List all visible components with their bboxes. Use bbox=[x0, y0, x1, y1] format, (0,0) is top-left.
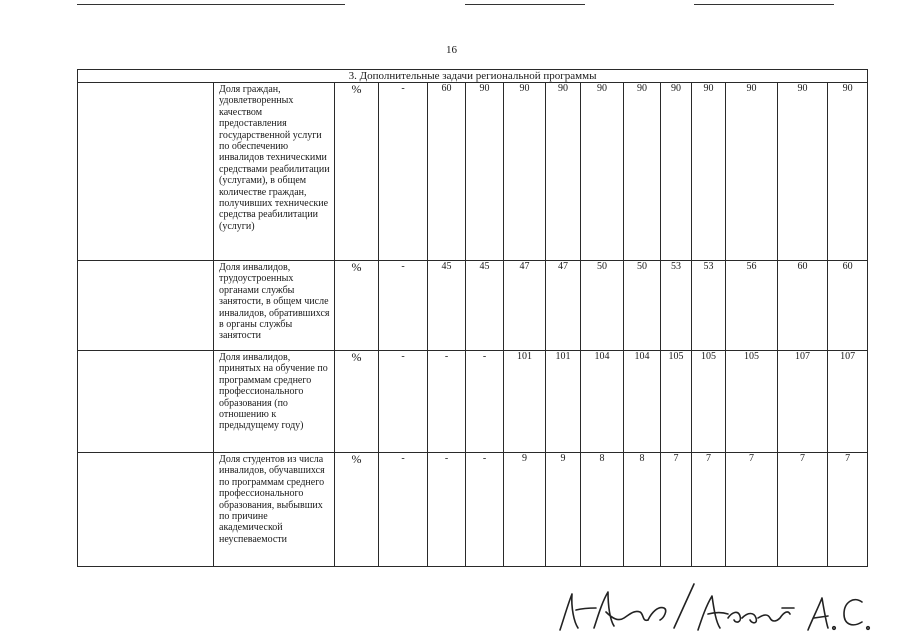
value-cell: 60 bbox=[828, 261, 868, 351]
value-cell: 53 bbox=[661, 261, 692, 351]
unit-cell: % bbox=[335, 83, 379, 261]
indicator-name: Доля инвалидов, принятых на обучение по программам среднего профессионального образования (по отношению к предыдущему году) bbox=[214, 351, 335, 453]
row-empty-cell bbox=[78, 453, 214, 567]
value-cell: 90 bbox=[692, 83, 726, 261]
row-empty-cell bbox=[78, 261, 214, 351]
value-cell: 7 bbox=[661, 453, 692, 567]
value-cell: 101 bbox=[504, 351, 546, 453]
value-cell: 90 bbox=[546, 83, 581, 261]
value-cell: 60 bbox=[778, 261, 828, 351]
value-cell: 60 bbox=[428, 83, 466, 261]
value-cell: 7 bbox=[692, 453, 726, 567]
indicator-name: Доля граждан, удовлетворенных качеством предоставления государственной услуги по обеспечению инвалидов техническими средствами реабилитации (услугами), в общем количестве граждан, получивших технические средства реабилитации (услуги) bbox=[214, 83, 335, 261]
table-row bbox=[78, 83, 868, 261]
value-cell: 90 bbox=[828, 83, 868, 261]
value-cell: 7 bbox=[828, 453, 868, 567]
value-cell: 9 bbox=[504, 453, 546, 567]
value-cell: 105 bbox=[692, 351, 726, 453]
row-empty-cell bbox=[78, 83, 214, 261]
section-header-row bbox=[78, 70, 868, 83]
value-cell: 9 bbox=[546, 453, 581, 567]
value-cell: 90 bbox=[661, 83, 692, 261]
value-cell: 101 bbox=[546, 351, 581, 453]
row-empty-cell bbox=[78, 351, 214, 453]
value-cell: 45 bbox=[428, 261, 466, 351]
value-cell: 50 bbox=[581, 261, 624, 351]
table-row bbox=[78, 351, 868, 453]
value-cell: 47 bbox=[546, 261, 581, 351]
value-cell: 8 bbox=[581, 453, 624, 567]
handwritten-signature bbox=[556, 578, 876, 634]
value-cell: - bbox=[379, 351, 428, 453]
table-row bbox=[78, 261, 868, 351]
value-cell: 105 bbox=[661, 351, 692, 453]
value-cell: 50 bbox=[624, 261, 661, 351]
value-cell: 7 bbox=[778, 453, 828, 567]
unit-cell: % bbox=[335, 261, 379, 351]
header-line-left bbox=[77, 4, 345, 5]
indicator-name: Доля студентов из числа инвалидов, обучавшихся по программам среднего профессионального образования, выбывших по причине академической неуспеваемости bbox=[214, 453, 335, 567]
header-line-middle bbox=[465, 4, 585, 5]
value-cell: 56 bbox=[726, 261, 778, 351]
value-cell: - bbox=[428, 453, 466, 567]
value-cell: 105 bbox=[726, 351, 778, 453]
value-cell: 7 bbox=[726, 453, 778, 567]
value-cell: - bbox=[428, 351, 466, 453]
value-cell: 90 bbox=[504, 83, 546, 261]
indicator-name: Доля инвалидов, трудоустроенных органами службы занятости, в общем числе инвалидов, обратившихся в органы службы занятости bbox=[214, 261, 335, 351]
value-cell: 47 bbox=[504, 261, 546, 351]
value-cell: - bbox=[379, 83, 428, 261]
value-cell: 8 bbox=[624, 453, 661, 567]
value-cell: 90 bbox=[726, 83, 778, 261]
value-cell: 45 bbox=[466, 261, 504, 351]
value-cell: 53 bbox=[692, 261, 726, 351]
value-cell: 104 bbox=[581, 351, 624, 453]
value-cell: 90 bbox=[466, 83, 504, 261]
header-line-right bbox=[694, 4, 834, 5]
value-cell: - bbox=[379, 261, 428, 351]
unit-cell: % bbox=[335, 351, 379, 453]
value-cell: 107 bbox=[828, 351, 868, 453]
section-title: 3. Дополнительные задачи региональной программы bbox=[78, 70, 868, 83]
table-row bbox=[78, 453, 868, 567]
page-number: 16 bbox=[446, 44, 457, 56]
value-cell: 90 bbox=[581, 83, 624, 261]
value-cell: - bbox=[466, 351, 504, 453]
value-cell: 104 bbox=[624, 351, 661, 453]
value-cell: 107 bbox=[778, 351, 828, 453]
unit-cell: % bbox=[335, 453, 379, 567]
value-cell: 90 bbox=[778, 83, 828, 261]
value-cell: 90 bbox=[624, 83, 661, 261]
value-cell: - bbox=[379, 453, 428, 567]
indicators-table bbox=[77, 69, 868, 567]
value-cell: - bbox=[466, 453, 504, 567]
